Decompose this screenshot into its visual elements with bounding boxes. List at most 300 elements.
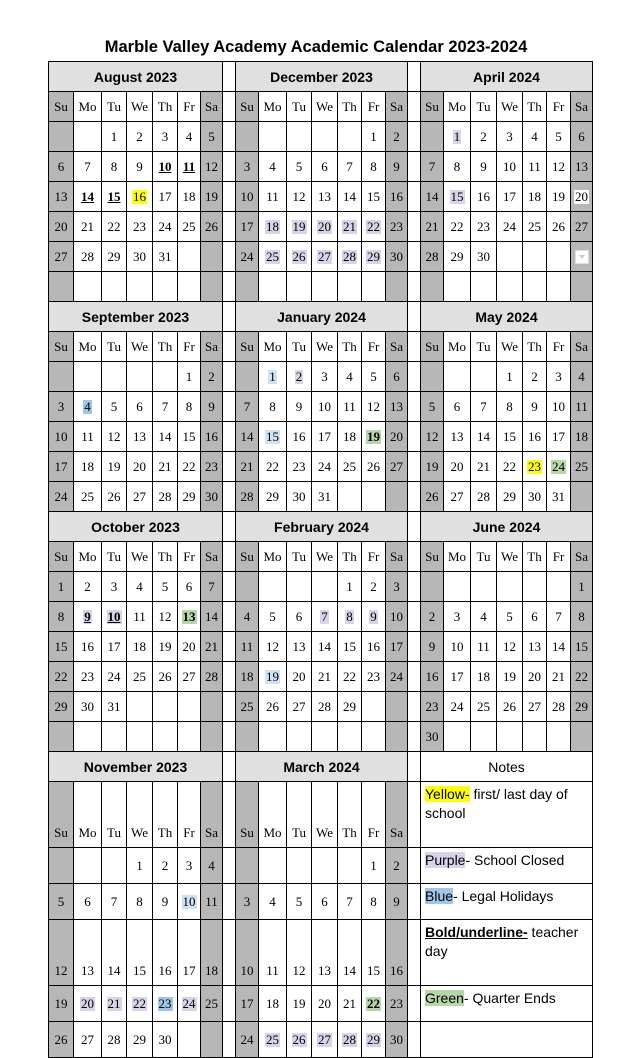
day-cell (102, 152, 127, 182)
day-cell (312, 662, 338, 692)
day-cell (444, 482, 471, 512)
day-cell (571, 632, 593, 662)
day-number: 30 (81, 698, 94, 714)
column-spacer (408, 662, 421, 692)
day-number: 15 (182, 428, 196, 444)
day-number: 26 (205, 218, 218, 234)
day-cell (201, 212, 223, 242)
day-number: 21 (552, 668, 565, 684)
weekday-sa: Sa (201, 542, 223, 572)
day-number: 16 (390, 188, 403, 204)
day-number: 16 (528, 428, 541, 444)
week-row (49, 422, 593, 452)
day-cell (386, 722, 408, 752)
day-cell (547, 722, 571, 752)
day-number: 27 (528, 698, 541, 714)
day-cell (49, 362, 74, 392)
day-number: 4 (269, 893, 276, 909)
weekday-tu: Tu (471, 332, 497, 362)
column-spacer (408, 272, 421, 302)
weekday-mo: Mo (444, 92, 471, 122)
day-number: 14 (343, 188, 356, 204)
day-number: 2 (84, 578, 91, 594)
day-cell (386, 182, 408, 212)
day-cell (259, 122, 287, 152)
day-number: 2 (370, 578, 377, 594)
column-spacer (223, 362, 236, 392)
day-number: 2 (393, 128, 400, 144)
column-spacer (408, 422, 421, 452)
column-spacer (408, 752, 421, 782)
day-cell (236, 884, 259, 920)
day-cell (338, 272, 362, 302)
day-number: 31 (107, 698, 121, 714)
day-number: 11 (266, 963, 279, 978)
day-cell (386, 362, 408, 392)
day-cell (49, 272, 74, 302)
day-number: 26 (367, 458, 380, 474)
day-cell (287, 152, 312, 182)
day-cell (49, 722, 74, 752)
day-cell (523, 482, 547, 512)
weekday-sa: Sa (571, 542, 593, 572)
day-cell (444, 272, 471, 302)
day-number: 10 (390, 608, 403, 624)
day-cell (338, 632, 362, 662)
month-title-september-2023: September 2023 (49, 302, 223, 332)
weekday-tu: Tu (471, 92, 497, 122)
day-cell (312, 422, 338, 452)
day-cell (421, 452, 444, 482)
column-spacer (223, 92, 236, 122)
day-cell (153, 1022, 178, 1058)
day-cell (338, 482, 362, 512)
day-cell (201, 884, 223, 920)
column-spacer (408, 362, 421, 392)
day-number: 14 (81, 188, 94, 204)
note-item (421, 986, 593, 1022)
column-spacer (223, 782, 236, 848)
weekday-fr: Fr (547, 92, 571, 122)
column-spacer (408, 452, 421, 482)
day-cell (178, 362, 201, 392)
day-number: 11 (477, 638, 490, 654)
day-number: 19 (503, 668, 516, 684)
note-key: Purple (425, 852, 466, 868)
note-text: - Quarter Ends (463, 990, 556, 1006)
week-row (49, 920, 593, 986)
day-cell (236, 632, 259, 662)
day-number: 27 (318, 248, 331, 264)
week-row (49, 452, 593, 482)
day-number: 10 (552, 398, 565, 414)
day-number: 24 (158, 218, 172, 234)
weekday-mo: Mo (444, 542, 471, 572)
day-number: 26 (292, 1031, 306, 1047)
column-spacer (408, 242, 421, 272)
day-number: 6 (136, 398, 143, 414)
day-cell (386, 602, 408, 632)
day-cell (444, 422, 471, 452)
day-number: 29 (450, 248, 464, 264)
day-cell (444, 452, 471, 482)
day-number: 2 (393, 857, 400, 873)
weekday-th: Th (338, 92, 362, 122)
weekday-tu: Tu (102, 332, 127, 362)
day-cell (127, 692, 153, 722)
day-cell (49, 122, 74, 152)
note-key: Bold/underline- (425, 924, 528, 940)
day-number: 6 (321, 893, 328, 909)
day-number: 2 (531, 368, 538, 384)
day-cell (74, 632, 102, 662)
day-cell (153, 572, 178, 602)
day-number: 28 (107, 1031, 121, 1047)
day-cell (362, 482, 386, 512)
day-number: 9 (84, 608, 91, 624)
day-number: 18 (343, 428, 356, 444)
day-cell (362, 632, 386, 662)
weekday-fr: Fr (547, 542, 571, 572)
day-cell (471, 722, 497, 752)
weekday-th: Th (523, 92, 547, 122)
day-cell (386, 212, 408, 242)
day-number: 10 (240, 963, 254, 978)
day-cell (362, 242, 386, 272)
day-cell (386, 422, 408, 452)
note-key: Blue (425, 888, 454, 904)
weekday-fr: Fr (362, 92, 386, 122)
weekday-th: Th (153, 92, 178, 122)
day-cell (338, 572, 362, 602)
column-spacer (408, 884, 421, 920)
day-cell (236, 212, 259, 242)
day-cell (259, 602, 287, 632)
day-number: 6 (393, 368, 400, 384)
day-number: 17 (390, 638, 403, 654)
day-cell (259, 362, 287, 392)
day-cell (153, 392, 178, 422)
day-number: 19 (367, 428, 380, 444)
column-spacer (223, 662, 236, 692)
day-cell (338, 848, 362, 884)
day-cell (74, 182, 102, 212)
day-cell (259, 1022, 287, 1058)
day-cell (102, 986, 127, 1022)
day-number: 28 (343, 248, 356, 264)
day-cell (127, 212, 153, 242)
day-number: 28 (158, 488, 172, 504)
day-cell (312, 632, 338, 662)
day-cell (102, 722, 127, 752)
week-row (49, 722, 593, 752)
day-number: 30 (292, 488, 306, 504)
day-cell (444, 212, 471, 242)
day-cell (386, 152, 408, 182)
week-row (49, 632, 593, 662)
day-cell (49, 602, 74, 632)
day-cell (338, 692, 362, 722)
day-cell (362, 452, 386, 482)
day-number: 1 (110, 128, 118, 144)
day-number: 17 (240, 218, 254, 234)
day-number: 22 (107, 218, 121, 234)
column-spacer (408, 302, 421, 332)
note-item (421, 884, 593, 920)
weekday-th: Th (338, 782, 362, 848)
day-cell (338, 182, 362, 212)
day-number: 4 (84, 398, 91, 414)
day-number: 17 (503, 188, 516, 204)
day-number: 4 (269, 158, 276, 174)
day-number: 24 (240, 248, 254, 264)
note-item (421, 848, 593, 884)
day-number: 21 (477, 458, 490, 474)
weekday-sa: Sa (386, 332, 408, 362)
note-text: teacher day (425, 924, 579, 959)
day-number: 20 (318, 218, 331, 234)
day-number: 25 (205, 995, 218, 1011)
day-cell (287, 392, 312, 422)
day-cell (74, 662, 102, 692)
day-number: 14 (552, 638, 565, 654)
day-cell (259, 986, 287, 1022)
column-spacer (223, 272, 236, 302)
column-spacer (223, 242, 236, 272)
day-cell (127, 482, 153, 512)
day-cell (421, 182, 444, 212)
day-number: 12 (205, 158, 218, 174)
weekday-tu: Tu (102, 92, 127, 122)
day-cell (421, 572, 444, 602)
day-cell (178, 692, 201, 722)
day-cell (444, 692, 471, 722)
day-number: 3 (57, 398, 65, 414)
day-cell (471, 692, 497, 722)
day-number: 28 (240, 488, 254, 504)
day-number: 8 (578, 608, 585, 624)
day-cell (421, 632, 444, 662)
day-cell (444, 722, 471, 752)
day-cell (178, 632, 201, 662)
day-number: 13 (182, 608, 196, 624)
day-number: 11 (240, 638, 254, 654)
day-cell (444, 362, 471, 392)
month-header-row (49, 302, 593, 332)
weekday-header-row (49, 542, 593, 572)
day-number: 3 (321, 368, 328, 384)
day-number: 13 (318, 188, 331, 204)
day-number: 17 (318, 428, 331, 444)
dropdown-arrow-icon[interactable] (575, 250, 589, 264)
day-cell (547, 572, 571, 602)
day-cell (421, 422, 444, 452)
day-cell (259, 452, 287, 482)
day-cell (201, 122, 223, 152)
day-number: 6 (578, 128, 585, 144)
weekday-we: We (312, 542, 338, 572)
day-cell (201, 602, 223, 632)
day-number: 11 (205, 893, 218, 909)
day-cell (287, 272, 312, 302)
day-number: 5 (555, 128, 562, 144)
day-cell (312, 122, 338, 152)
column-spacer (223, 422, 236, 452)
week-row (49, 848, 593, 884)
day-number: 8 (136, 893, 143, 909)
day-number: 4 (243, 608, 251, 624)
day-number: 8 (185, 398, 193, 414)
day-cell (153, 602, 178, 632)
day-number: 22 (367, 995, 380, 1011)
day-number: 9 (393, 158, 400, 174)
column-spacer (408, 392, 421, 422)
day-number: 21 (81, 218, 94, 234)
day-number: 22 (343, 668, 356, 684)
day-cell (471, 482, 497, 512)
day-number: 29 (54, 698, 68, 714)
day-cell (49, 182, 74, 212)
day-cell (362, 848, 386, 884)
day-number: 5 (295, 158, 303, 174)
weekday-su: Su (236, 542, 259, 572)
month-title-february-2024: February 2024 (236, 512, 408, 542)
week-row (49, 884, 593, 920)
day-cell (571, 182, 593, 212)
day-cell (74, 572, 102, 602)
day-cell (178, 920, 201, 986)
day-cell (338, 920, 362, 986)
day-cell (236, 122, 259, 152)
day-cell (102, 182, 127, 212)
weekday-th: Th (153, 332, 178, 362)
column-spacer (223, 722, 236, 752)
day-number: 9 (208, 398, 215, 414)
day-cell (312, 884, 338, 920)
day-cell (497, 662, 523, 692)
day-cell (471, 422, 497, 452)
day-cell (201, 722, 223, 752)
week-row (49, 212, 593, 242)
column-spacer (408, 182, 421, 212)
column-spacer (223, 986, 236, 1022)
day-number: 24 (240, 1031, 254, 1047)
day-number: 28 (552, 698, 565, 714)
day-cell (497, 422, 523, 452)
day-cell (127, 602, 153, 632)
weekday-mo: Mo (259, 92, 287, 122)
day-number: 18 (182, 188, 196, 204)
day-cell (259, 722, 287, 752)
day-cell (49, 482, 74, 512)
day-cell (312, 692, 338, 722)
day-number: 7 (346, 158, 353, 174)
page-title: Marble Valley Academy Academic Calendar 2023-2024 (104, 38, 528, 56)
day-cell (362, 392, 386, 422)
day-number: 24 (318, 458, 331, 474)
day-cell (362, 122, 386, 152)
day-cell (127, 1022, 153, 1058)
column-spacer (408, 92, 421, 122)
day-cell (236, 152, 259, 182)
weekday-fr: Fr (547, 332, 571, 362)
day-cell (49, 632, 74, 662)
day-number: 23 (528, 458, 541, 474)
day-number: 22 (54, 668, 68, 684)
day-cell (523, 242, 547, 272)
day-number: 8 (110, 158, 118, 174)
day-cell (236, 986, 259, 1022)
day-cell (312, 242, 338, 272)
day-cell (287, 986, 312, 1022)
day-cell (153, 920, 178, 986)
day-number: 15 (343, 638, 356, 654)
day-cell (523, 362, 547, 392)
day-cell (127, 986, 153, 1022)
day-cell (102, 212, 127, 242)
day-cell (571, 212, 593, 242)
day-number: 14 (158, 428, 172, 444)
day-cell (102, 662, 127, 692)
day-cell (571, 452, 593, 482)
day-cell (127, 122, 153, 152)
day-number: 6 (57, 158, 65, 174)
weekday-fr: Fr (362, 782, 386, 848)
day-number: 26 (107, 488, 121, 504)
day-cell (497, 602, 523, 632)
day-cell (102, 392, 127, 422)
weekday-tu: Tu (287, 782, 312, 848)
day-number: 31 (158, 248, 172, 264)
day-number: 2 (208, 368, 215, 384)
day-number: 22 (266, 458, 279, 474)
day-number: 28 (343, 1031, 356, 1047)
column-spacer (408, 512, 421, 542)
day-cell (102, 242, 127, 272)
day-cell (312, 182, 338, 212)
weekday-sa: Sa (571, 92, 593, 122)
day-number: 8 (57, 608, 65, 624)
weekday-sa: Sa (386, 92, 408, 122)
day-cell (287, 632, 312, 662)
day-cell (153, 122, 178, 152)
day-cell (102, 884, 127, 920)
day-number: 5 (161, 578, 169, 594)
day-number: 16 (477, 188, 490, 204)
day-cell (497, 182, 523, 212)
day-number: 28 (477, 488, 490, 504)
day-cell (74, 482, 102, 512)
day-cell (259, 884, 287, 920)
day-cell (547, 122, 571, 152)
day-cell (497, 452, 523, 482)
weekday-fr: Fr (178, 92, 201, 122)
weekday-mo: Mo (259, 782, 287, 848)
day-number: 17 (54, 458, 68, 474)
day-cell (49, 242, 74, 272)
day-cell (49, 422, 74, 452)
weekday-su: Su (236, 332, 259, 362)
day-number: 12 (292, 188, 306, 204)
column-spacer (223, 632, 236, 662)
day-cell (49, 986, 74, 1022)
day-number: 12 (552, 158, 565, 174)
day-number: 27 (575, 218, 588, 234)
day-number: 25 (266, 248, 279, 264)
day-cell (236, 722, 259, 752)
day-number: 12 (158, 608, 172, 624)
weekday-th: Th (153, 542, 178, 572)
